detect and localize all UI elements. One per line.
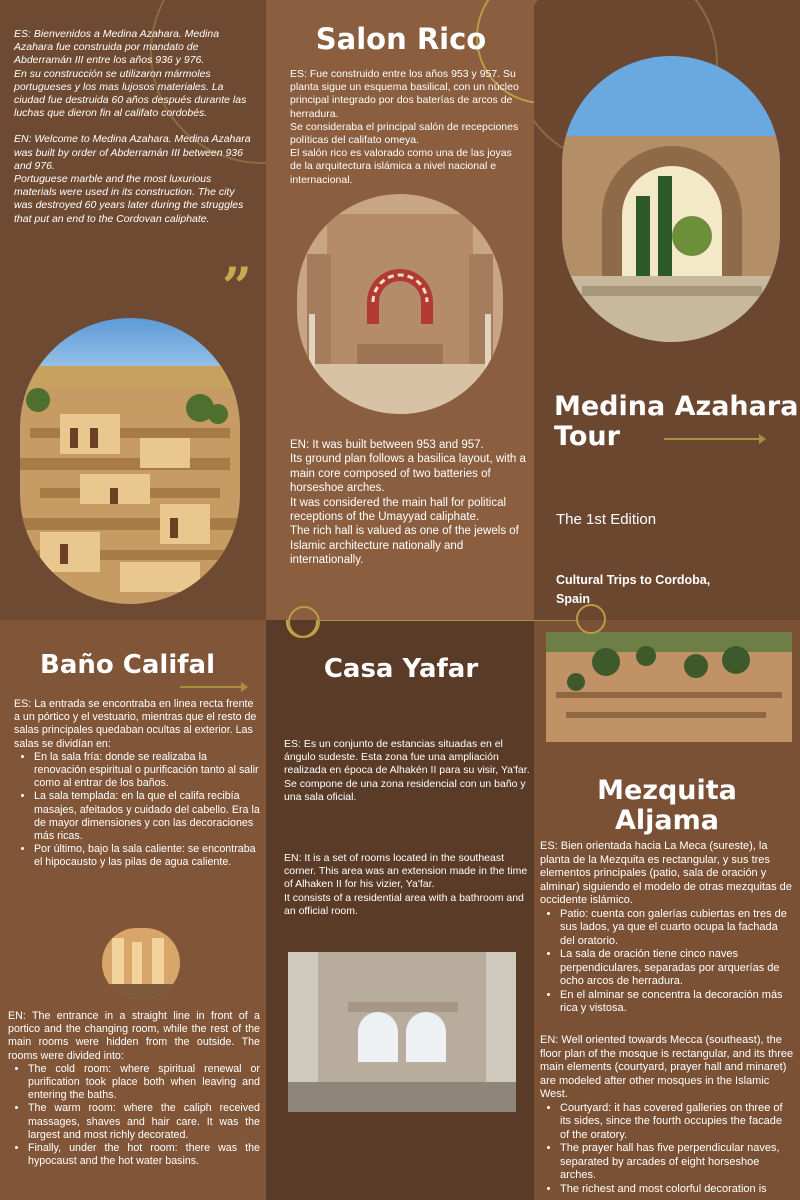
- salon-rico-interior-photo: [297, 194, 503, 414]
- intro-text: [14, 28, 254, 239]
- casa-yafar-en: EN: It is a set of rooms located in the southeast corner. This area was an extension made in the time of Alhaken II for his vizier, Ya'far. It consists of a residential area with a bathroom and an official room.: [284, 852, 528, 917]
- decorative-ring: [576, 604, 606, 634]
- list-item: • The richest and most colorful decoration is: [560, 1183, 794, 1197]
- intro-en: EN: Welcome to Medina Azahara. Medina Azahara was built by order of Abderramán III between 936 and 976. Portuguese marble and the most luxurious materials were used in its construction. The city was destroyed 60 years later during the struggles that put an end to the Cordovan caliphate.: [14, 133, 251, 225]
- casa-yafar-es: ES: Es un conjunto de estancias situadas en el ángulo sudeste. Esta zona fue una ampliación realizada en época de Alhakén II para su visir, Ya'far. Se compone de una zona residencial con un baño y una sala oficial.: [284, 738, 530, 803]
- cover-panel: [534, 0, 800, 620]
- salon-rico-en-text: EN: It was built between 953 and 957. Its ground plan follows a basilica layout, with a main core composed of two batteries of horseshoe arches. It was considered the main hall for political receptions of the Umayyad caliphate. The rich hall is valued as one of the jewels of Islamic architecture nationally and internationally.: [290, 439, 526, 567]
- list-item: • The cold room: where spiritual renewal or purification took place both when leaving and entering the baths.: [28, 1063, 260, 1103]
- casa-yafar-facade-photo: [288, 952, 516, 1112]
- mezquita-es-list: [540, 908, 794, 1016]
- bano-es-list: [14, 751, 260, 870]
- salon-rico-panel: [266, 0, 534, 620]
- salon-rico-title: Salon Rico: [315, 22, 487, 56]
- list-item: • The warm room: where the caliph received massages, shaves and hair care. It was the largest and most richly decorated.: [28, 1102, 260, 1142]
- list-item: • Courtyard: it has covered galleries on three of its sides, since the fourth occupies the facade of the oratory.: [560, 1102, 794, 1143]
- list-item: • The prayer hall has five perpendicular naves, separated by arcades of eight horseshoe arches.: [560, 1142, 794, 1183]
- bano-califal-en: [8, 1010, 260, 1168]
- bath-interior-photo: [102, 928, 180, 998]
- cover-subtitle: [556, 571, 710, 609]
- cover-subtitle-line1: Cultural Trips to Cordoba,: [556, 573, 711, 587]
- mezquita-es: [540, 840, 794, 1016]
- mezquita-title: [544, 776, 790, 836]
- casa-yafar-panel: [266, 620, 534, 1200]
- decorative-ring: [288, 606, 320, 638]
- list-item: • La sala templada: en la que el califa recibía masajes, afeitados y cuidado del cabello. Era la de mayor dimensiones y con las decoraciones más ricas.: [34, 790, 260, 843]
- cover-title-line1: Medina Azahara: [554, 391, 799, 422]
- bano-califal-title: Baño Califal: [40, 650, 216, 680]
- mezquita-en-intro: EN: Well oriented towards Mecca (southeast), the floor plan of the mosque is rectangular, and its three main elements (courtyard, prayer hall and minaret) are modeled after other mosques in the Islamic West.: [540, 1034, 794, 1100]
- arrow-right-icon: [180, 686, 246, 688]
- bano-en-intro: EN: The entrance in a straight line in front of a portico and the changing room, while the rest of the main rooms were hidden from the outside. The rooms were divided into:: [8, 1010, 260, 1062]
- intro-es: ES: Bienvenidos a Medina Azahara. Medina Azahara fue construida por mandato de Abderramán III entre los años 936 y 976. En su construcción se utilizaron mármoles portugueses y los mas lujosos materiales. La ciudad fue destruida 60 años después durante las luchas que dieron fin al califato cordobés.: [14, 28, 247, 120]
- bano-es-intro: ES: La entrada se encontraba en linea recta frente a un pórtico y el vestuario, mientras que el resto de salas principales quedaban ocultas al exterior. Las salas se dividían en:: [14, 698, 257, 750]
- mezquita-panel: [534, 620, 800, 1200]
- mezquita-title-line1: Mezquita: [597, 775, 737, 806]
- cover-subtitle-line2: Spain: [556, 592, 591, 606]
- salon-rico-es-text: ES: Fue construido entre los años 953 y 957. Su planta sigue un esquema basilical, con un núcleo principal integrado por dos baterías de arcos de herradura. Se consideraba el principal salón de recepciones políticas del califato omeya. El salón rico es valorado como una de las joyas de la arquitectura islámica a nivel nacional e internacional.: [290, 68, 519, 186]
- bano-califal-es: [14, 698, 260, 870]
- horseshoe-arch-photo: [562, 56, 780, 342]
- mezquita-en: [540, 1034, 794, 1196]
- list-item: • La sala de oración tiene cinco naves perpendiculares, separadas por arquerías de ocho arcos de herradura.: [560, 948, 794, 989]
- cover-title-line2: Tour: [554, 421, 620, 452]
- divider: [316, 620, 576, 621]
- mezquita-en-list: [540, 1102, 794, 1197]
- bano-en-list: [8, 1063, 260, 1169]
- list-item: • En el alminar se concentra la decoración más rica y vistosa.: [560, 989, 794, 1016]
- mezquita-ruins-photo: [546, 632, 792, 742]
- list-item: • En la sala fría: donde se realizaba la renovación espiritual o purificación tanto al salir como al entrar de los baños.: [34, 751, 260, 791]
- edition-label: The 1st Edition: [556, 511, 657, 528]
- bano-califal-panel: [0, 620, 266, 1200]
- list-item: • Por último, bajo la sala caliente: se encontraba el hipocausto y las pilas de agua caliente.: [34, 843, 260, 869]
- quote-mark-icon: ”: [222, 257, 252, 318]
- mezquita-es-intro: ES: Bien orientada hacia La Meca (sureste), la planta de la Mezquita es rectangular, y sus tres elementos principales (patio, sala de oración y alminar) siguiendo el modelo de otras mezquitas de occidente islámico.: [540, 840, 792, 906]
- list-item: • Finally, under the hot room: there was the hypocaust and the hot water basins.: [28, 1142, 260, 1168]
- list-item: • Patio: cuenta con galerías cubiertas en tres de sus lados, ya que el cuarto ocupa la fachada del oratorio.: [560, 908, 794, 949]
- intro-panel: [0, 0, 266, 620]
- casa-yafar-title: Casa Yafar: [323, 654, 479, 684]
- arrow-right-icon: [664, 438, 764, 440]
- medina-azahara-ruins-photo: [20, 318, 240, 604]
- mezquita-title-line2: Aljama: [615, 805, 719, 836]
